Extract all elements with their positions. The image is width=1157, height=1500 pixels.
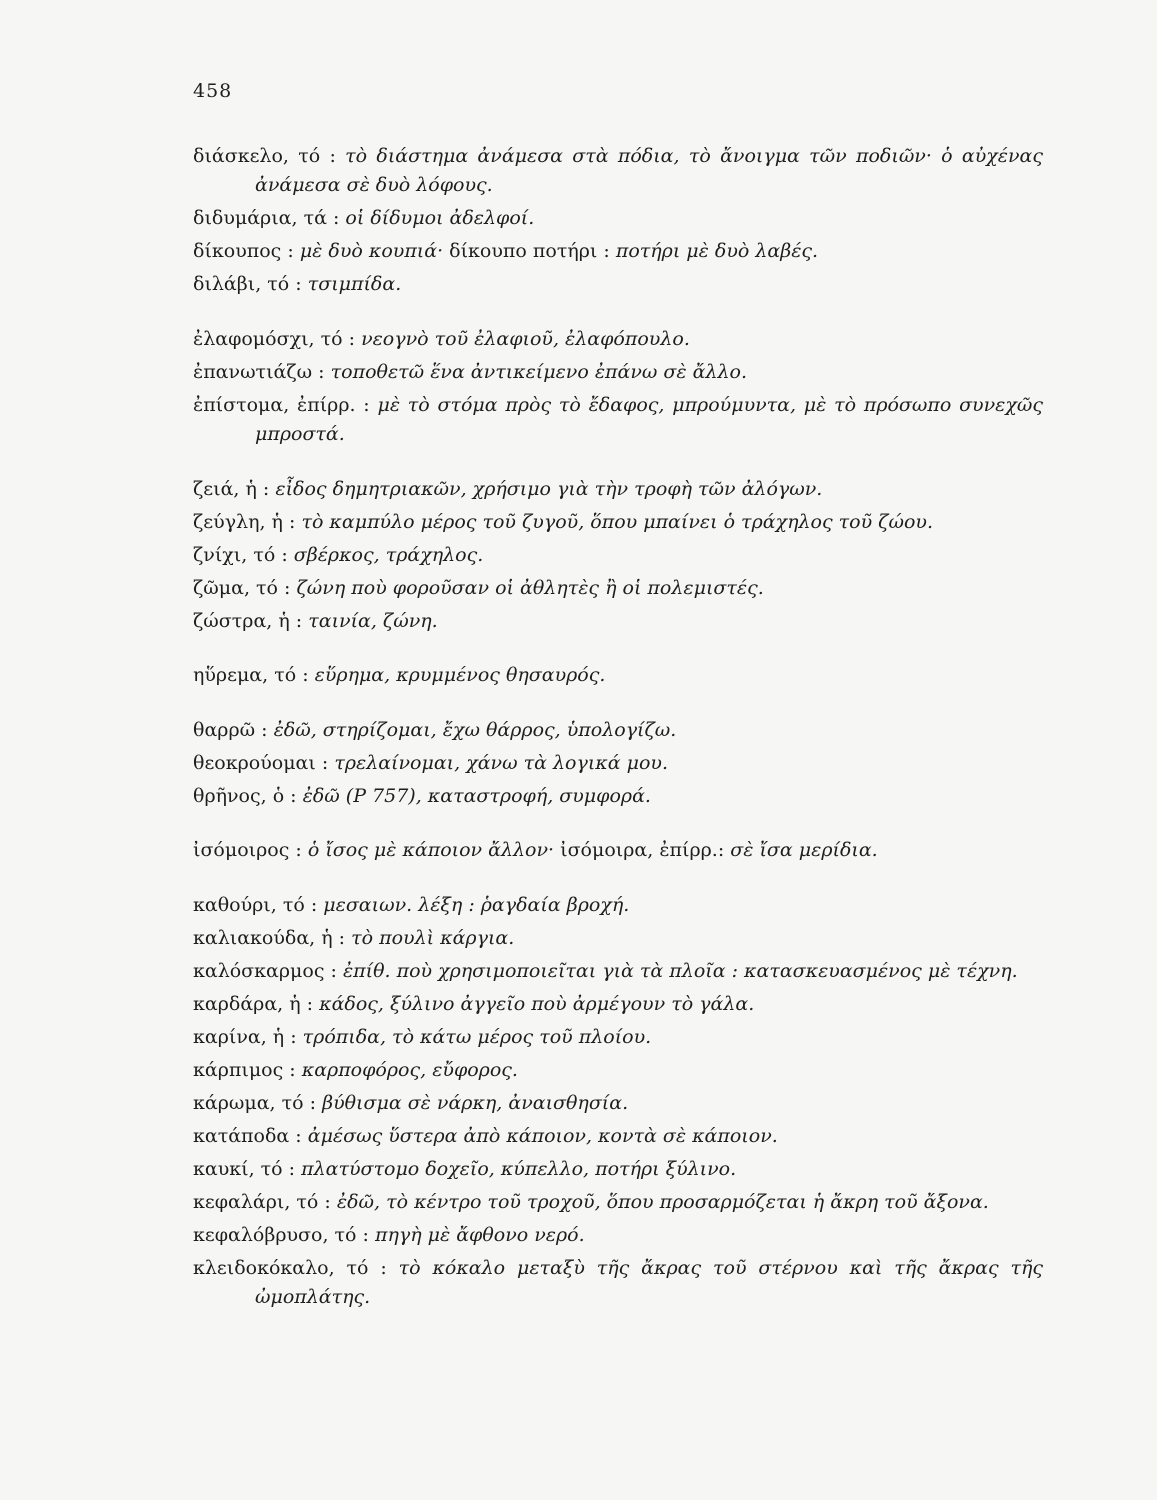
glossary-entry — [193, 749, 1043, 779]
definition: ὁ ἴσος μὲ κάποιον ἄλλον· — [307, 839, 555, 861]
glossary-entry — [193, 142, 1043, 201]
definition: ἐπίθ. ποὺ χρησιμοποιεῖται γιὰ τὰ πλοῖα : κατασκευασμένος μὲ τέχνη. — [342, 959, 1018, 982]
definition: τὸ διάστημα ἀνάμεσα στὰ πόδια, τὸ ἄνοιγμα τῶν ποδιῶν· ὁ αὐχένας ἀνάμεσα σὲ δυὸ λόφους. — [255, 144, 1044, 196]
glossary-entry — [193, 1089, 1043, 1119]
definition: καρποφόρος, εὔφορος. — [301, 1058, 518, 1081]
definition: ἀμέσως ὕστερα ἀπὸ κάποιον, κοντὰ σὲ κάποιον. — [307, 1124, 778, 1147]
glossary-entry — [193, 270, 1043, 300]
glossary-entry — [193, 475, 1043, 505]
definition: εἶδος δημητριακῶν, χρήσιμο γιὰ τὴν τροφὴ τῶν ἀλόγων. — [275, 477, 823, 500]
headword: καλόσκαρμος : — [193, 959, 337, 982]
definition: πλατύστομο δοχεῖο, κύπελλο, ποτήρι ξύλινο. — [301, 1157, 737, 1180]
headword: κεφαλάρι, τό : — [193, 1190, 331, 1213]
headword: ἐλαφομόσχι, τό : — [193, 327, 356, 350]
glossary-entry — [193, 924, 1043, 954]
page-number: 458 — [193, 80, 233, 102]
headword: καρίνα, ἡ : — [193, 1025, 297, 1048]
headword: κάρπιμος : — [193, 1058, 296, 1081]
headword: διάσκελο, τό : — [193, 144, 336, 167]
headword: θαρρῶ : — [193, 718, 268, 741]
glossary-entry — [193, 204, 1043, 234]
headword: ζνίχι, τό : — [193, 543, 288, 566]
headword: ἐπίστομα, ἐπίρρ. : — [193, 393, 370, 416]
definition: τρόπιδα, τὸ κάτω μέρος τοῦ πλοίου. — [302, 1025, 652, 1048]
glossary-entry — [193, 1254, 1043, 1313]
definition: τοποθετῶ ἕνα ἀντικείμενο ἐπάνω σὲ ἄλλο. — [330, 360, 748, 383]
headword: καρδάρα, ἡ : — [193, 992, 314, 1015]
headword: ηὕρεμα, τό : — [193, 664, 309, 686]
glossary-entry — [193, 1056, 1043, 1086]
headword: κεφαλόβρυσο, τό : — [193, 1223, 369, 1246]
glossary-entry — [193, 237, 1043, 267]
definition: σβέρκος, τράχηλος. — [293, 543, 484, 566]
glossary-entry — [193, 836, 1043, 866]
headword: θρῆνος, ὁ : — [193, 784, 297, 807]
headword: διδυμάρια, τά : — [193, 207, 340, 229]
sub-definition: σὲ ἴσα μερίδια. — [730, 839, 878, 861]
glossary-entry — [193, 661, 1043, 691]
definition: ζώνη ποὺ φοροῦσαν οἱ ἀθλητὲς ἢ οἱ πολεμιστές. — [296, 576, 764, 599]
definition: μὲ τὸ στόμα πρὸς τὸ ἔδαφος, μπρούμυντα, μὲ τὸ πρόσωπο συνεχῶς μπροστά. — [255, 393, 1043, 445]
headword: ζειά, ἡ : — [193, 477, 270, 500]
headword: καλιακούδα, ἡ : — [193, 926, 346, 949]
definition: μὲ δυὸ κουπιά· — [299, 240, 444, 262]
glossary-entry — [193, 508, 1043, 538]
definition: πηγὴ μὲ ἄφθονο νερό. — [374, 1223, 585, 1246]
definition: εὕρημα, κρυμμένος θησαυρός. — [314, 664, 606, 686]
definition: ἐδῶ (Ρ 757), καταστροφή, συμφορά. — [302, 784, 651, 807]
glossary-entry — [193, 391, 1043, 450]
glossary-entry — [193, 1221, 1043, 1251]
definition: τὸ κόκαλο μεταξὺ τῆς ἄκρας τοῦ στέρνου καὶ τῆς ἄκρας τῆς ὠμοπλάτης. — [255, 1256, 1044, 1308]
glossary-entry — [193, 1122, 1043, 1152]
headword: δίκουπος : — [193, 240, 294, 262]
glossary-entry — [193, 607, 1043, 637]
definition: τσιμπίδα. — [307, 273, 402, 295]
glossary-entry — [193, 541, 1043, 571]
definition: τὸ πουλὶ κάργια. — [351, 926, 515, 949]
headword: καυκί, τό : — [193, 1157, 296, 1180]
sub-headword: ἰσόμοιρα, ἐπίρρ.: — [560, 839, 725, 861]
glossary-entry — [193, 891, 1043, 921]
headword: κατάποδα : — [193, 1124, 302, 1147]
glossary-entry — [193, 574, 1043, 604]
definition: ταινία, ζώνη. — [308, 609, 438, 632]
glossary-entry — [193, 957, 1043, 987]
headword: καθούρι, τό : — [193, 893, 318, 916]
headword: ζεύγλη, ἡ : — [193, 510, 296, 533]
definition: ἐδῶ, τὸ κέντρο τοῦ τροχοῦ, ὅπου προσαρμόζεται ἡ ἄκρη τοῦ ἄξονα. — [336, 1190, 989, 1213]
definition: μεσαιων. λέξη : ῥαγδαία βροχή. — [323, 893, 630, 916]
headword: διλάβι, τό : — [193, 273, 302, 295]
headword: κάρωμα, τό : — [193, 1091, 317, 1114]
headword: ζῶμα, τό : — [193, 576, 291, 599]
glossary-entry — [193, 782, 1043, 812]
headword: ἐπανωτιάζω : — [193, 360, 325, 383]
glossary-entry — [193, 325, 1043, 355]
definition: ἐδῶ, στηρίζομαι, ἔχω θάρρος, ὑπολογίζω. — [273, 718, 677, 741]
headword: θεοκρούομαι : — [193, 751, 329, 774]
glossary-entry — [193, 990, 1043, 1020]
glossary-entries — [193, 138, 1043, 1313]
glossary-entry — [193, 1188, 1043, 1218]
definition: τὸ καμπύλο μέρος τοῦ ζυγοῦ, ὅπου μπαίνει ὁ τράχηλος τοῦ ζώου. — [301, 510, 933, 533]
headword: ζώστρα, ἡ : — [193, 609, 303, 632]
sub-definition: ποτήρι μὲ δυὸ λαβές. — [615, 240, 819, 262]
definition: βύθισμα σὲ νάρκη, ἀναισθησία. — [322, 1091, 629, 1114]
definition: νεογνὸ τοῦ ἐλαφιοῦ, ἐλαφόπουλο. — [361, 327, 690, 350]
glossary-entry — [193, 1023, 1043, 1053]
headword: ἰσόμοιρος : — [193, 839, 302, 861]
definition: οἱ δίδυμοι ἀδελφοί. — [345, 207, 535, 229]
definition: κάδος, ξύλινο ἀγγεῖο ποὺ ἀρμέγουν τὸ γάλα. — [319, 992, 755, 1015]
glossary-entry — [193, 358, 1043, 388]
glossary-entry — [193, 1155, 1043, 1185]
sub-headword: δίκουπο ποτήρι : — [449, 240, 610, 262]
glossary-entry — [193, 716, 1043, 746]
headword: κλειδοκόκαλο, τό : — [193, 1256, 387, 1279]
definition: τρελαίνομαι, χάνω τὰ λογικά μου. — [334, 751, 669, 774]
